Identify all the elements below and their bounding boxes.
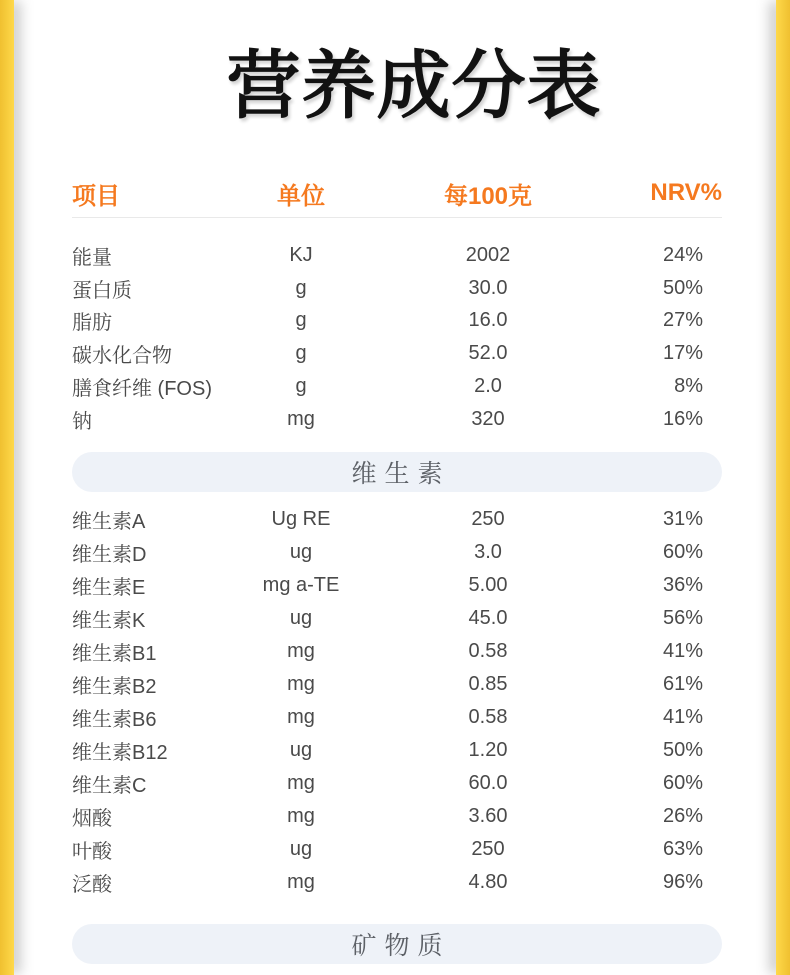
basic-nutrients-group — [72, 239, 722, 436]
nutrient-unit: ug — [289, 540, 313, 563]
nutrient-unit: mg — [287, 771, 315, 794]
nutrient-nrv: 26% — [662, 804, 703, 827]
table-row — [72, 668, 722, 701]
nutrient-unit: ug — [289, 606, 313, 629]
nutrient-name: 维生素B1 — [72, 642, 157, 665]
nutrient-amount: 250 — [471, 837, 505, 860]
nutrient-name: 蛋白质 — [72, 279, 132, 302]
nutrient-amount: 45.0 — [468, 606, 508, 629]
nutrient-unit: g — [295, 342, 307, 365]
table-row — [72, 800, 722, 833]
nutrient-name: 维生素A — [72, 510, 146, 533]
nutrient-nrv: 50% — [662, 738, 703, 761]
nutrient-unit: g — [295, 276, 307, 299]
nutrient-nrv: 56% — [662, 606, 703, 629]
table-row — [72, 602, 722, 635]
header-item: 项目 — [72, 182, 120, 210]
nutrient-unit: mg — [287, 705, 315, 728]
nutrient-nrv: 61% — [662, 672, 703, 695]
nutrient-name: 维生素B2 — [72, 675, 157, 698]
nutrient-nrv: 41% — [662, 639, 703, 662]
nutrient-amount: 0.58 — [468, 705, 508, 728]
nutrient-amount: 4.80 — [468, 870, 508, 893]
table-row — [72, 866, 722, 899]
nutrient-nrv: 16% — [662, 407, 703, 430]
header-divider — [72, 217, 722, 218]
nutrient-name: 维生素C — [72, 774, 147, 797]
nutrient-name: 维生素E — [72, 576, 146, 599]
nutrient-amount: 2002 — [465, 243, 511, 266]
table-row — [72, 536, 722, 569]
nutrient-nrv: 63% — [662, 837, 703, 860]
nutrient-unit: mg — [287, 804, 315, 827]
nutrient-amount: 60.0 — [468, 771, 508, 794]
nutrient-amount: 52.0 — [468, 342, 508, 365]
header-unit: 单位 — [277, 182, 325, 210]
nutrient-name: 碳水化合物 — [72, 345, 172, 368]
table-row — [72, 701, 722, 734]
left-yellow-border — [0, 0, 14, 975]
nutrient-unit: mg — [287, 407, 315, 430]
table-content — [72, 0, 722, 964]
nutrient-name: 脂肪 — [72, 312, 112, 335]
nutrient-name: 钠 — [72, 410, 92, 433]
nutrient-nrv: 36% — [662, 573, 703, 596]
nutrient-name: 维生素B6 — [72, 708, 157, 731]
table-row — [72, 239, 722, 272]
nutrient-nrv: 50% — [662, 276, 703, 299]
nutrient-amount: 5.00 — [468, 573, 508, 596]
nutrient-nrv: 41% — [662, 705, 703, 728]
nutrient-unit: g — [295, 374, 307, 397]
nutrient-unit: ug — [289, 738, 313, 761]
table-row — [72, 337, 722, 370]
nutrient-unit: ug — [289, 837, 313, 860]
nutrient-nrv: 8% — [674, 374, 703, 397]
table-row — [72, 403, 722, 436]
nutrient-unit: g — [295, 309, 307, 332]
table-row — [72, 305, 722, 338]
page-title: 营养成分表 — [226, 44, 602, 127]
table-header-row — [72, 176, 722, 210]
table-row — [72, 370, 722, 403]
nutrient-unit: Ug RE — [271, 507, 331, 530]
nutrient-name: 烟酸 — [72, 807, 112, 830]
nutrient-nrv: 17% — [662, 342, 703, 365]
table-row — [72, 503, 722, 536]
nutrient-name: 维生素K — [72, 609, 146, 632]
table-row — [72, 734, 722, 767]
nutrient-name: 维生素B12 — [72, 741, 168, 764]
nutrient-amount: 320 — [471, 407, 505, 430]
nutrient-name: 能量 — [72, 246, 112, 269]
nutrient-amount: 3.0 — [474, 540, 502, 563]
nutrient-unit: mg — [287, 639, 315, 662]
nutrient-unit: mg — [287, 870, 315, 893]
right-yellow-border — [776, 0, 790, 975]
vitamins-group — [72, 503, 722, 899]
nutrient-nrv: 24% — [662, 243, 703, 266]
minerals-section-label: 矿物质 — [351, 931, 451, 960]
table-row — [72, 767, 722, 800]
nutrient-name: 维生素D — [72, 543, 147, 566]
nutrient-nrv: 27% — [662, 309, 703, 332]
nutrient-nrv: 60% — [662, 540, 703, 563]
nutrient-amount: 250 — [471, 507, 505, 530]
nutrient-amount: 0.85 — [468, 672, 508, 695]
nutrient-nrv: 60% — [662, 771, 703, 794]
nutrient-name: 叶酸 — [72, 840, 112, 863]
minerals-section-header — [72, 924, 722, 964]
nutrient-unit: KJ — [289, 243, 313, 266]
nutrient-amount: 30.0 — [468, 276, 508, 299]
nutrient-amount: 16.0 — [468, 309, 508, 332]
header-amount: 每100克 — [443, 182, 533, 210]
nutrient-amount: 1.20 — [468, 738, 508, 761]
vitamins-section-header — [72, 452, 722, 492]
table-row — [72, 272, 722, 305]
nutrient-unit: mg — [287, 672, 315, 695]
vitamins-section-label: 维生素 — [351, 459, 451, 488]
table-row — [72, 833, 722, 866]
nutrient-nrv: 31% — [662, 507, 703, 530]
nutrient-unit: mg a-TE — [262, 573, 340, 596]
nutrient-amount: 3.60 — [468, 804, 508, 827]
nutrient-name: 膳食纤维 (FOS) — [72, 377, 212, 400]
nutrient-amount: 2.0 — [474, 374, 502, 397]
table-row — [72, 569, 722, 602]
table-row — [72, 635, 722, 668]
nutrient-name: 泛酸 — [72, 873, 112, 896]
header-nrv: NRV% — [650, 179, 722, 207]
nutrient-amount: 0.58 — [468, 639, 508, 662]
nutrient-nrv: 96% — [662, 870, 703, 893]
